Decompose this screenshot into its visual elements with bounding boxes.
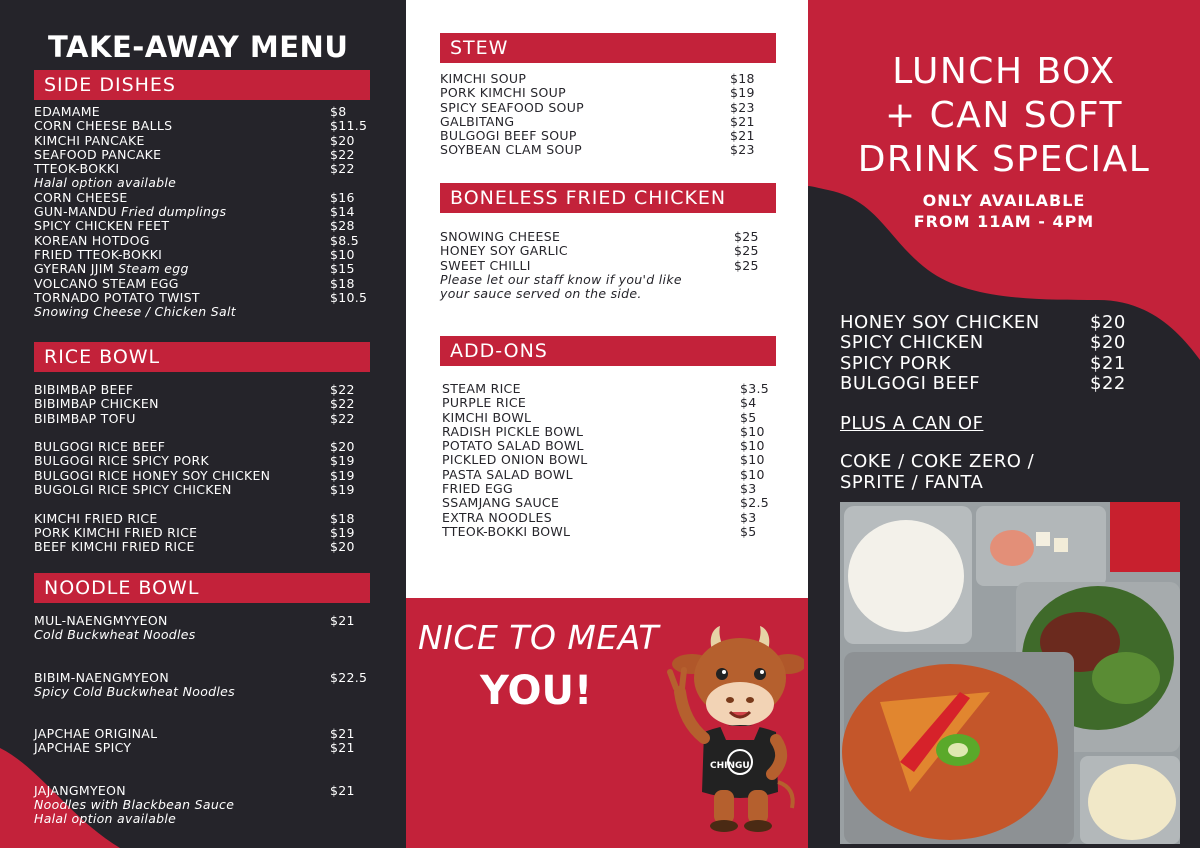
menu-item [840,313,1130,333]
availability-line-1: ONLY AVAILABLE [922,191,1086,210]
item-name-text: JAPCHAE ORIGINAL [34,726,158,742]
menu-item [34,469,374,483]
item-name [34,148,330,162]
item-note: Please let our staff know if you'd like [440,271,682,287]
item-name [442,382,740,396]
noodle-bowl-list [34,614,374,827]
item-price: $23 [730,142,755,158]
menu-item [34,205,374,219]
menu-item [34,219,374,233]
item-name [442,439,740,453]
menu-item [34,741,374,755]
item-price: $5 [740,409,757,425]
item-name [840,354,1090,374]
item-name-text: MUL-NAENGMYYEON [34,613,168,628]
item-price: $20 [1090,312,1126,333]
item-name [442,396,740,410]
item-name-text: KIMCHI SOUP [440,71,527,86]
menu-item [34,134,374,148]
item-name-text: SPICY SEAFOOD SOUP [440,99,584,115]
item-price: $20 [330,439,355,455]
item-group [34,383,374,426]
menu-item [34,191,374,205]
item-name [442,468,740,482]
item-note: Cold Buckwheat Noodles [34,627,196,643]
item-name [442,496,740,510]
item-price: $25 [734,257,759,273]
item-note: Snowing Cheese / Chicken Salt [34,304,236,320]
menu-item [442,525,784,539]
menu-item [34,277,374,291]
item-name [440,259,734,273]
menu-item [34,291,374,305]
item-name [440,101,730,115]
chicken-heading: BONELESS FRIED CHICKEN [440,183,776,213]
item-name [840,333,1090,353]
menu-item [442,411,784,425]
item-price: $19 [330,453,355,469]
item-description: Fried dumplings [121,204,227,220]
menu-item [442,496,784,510]
menu-item [34,784,374,798]
side-dishes-heading: SIDE DISHES [34,70,370,100]
item-name [442,525,740,539]
item-name-text: BIBIMBAP TOFU [34,410,136,426]
item-name-text: JAJANGMYEON [34,782,126,798]
item-price: $22 [330,410,355,426]
item-name-text: SPICY CHICKEN [840,332,984,354]
item-price: $28 [330,218,355,234]
item-name-text: EDAMAME [34,104,100,119]
item-price: $21 [330,782,355,798]
item-name-text: HONEY SOY GARLIC [440,243,568,259]
item-price: $3 [740,509,757,525]
item-name [840,313,1090,333]
lunch-box-list [840,313,1130,395]
item-group [34,440,374,497]
menu-item [442,396,784,410]
menu-item [34,262,374,276]
item-price: $21 [330,726,355,742]
item-price: $18 [330,275,355,291]
menu-item [442,382,784,396]
item-note: Halal option available [34,811,177,827]
item-price: $25 [734,229,759,244]
drink-line-1: COKE / COKE ZERO / [840,451,1035,472]
item-price: $22.5 [330,669,368,685]
item-name [34,119,330,133]
menu-item [440,86,774,100]
item-price: $18 [730,71,755,86]
menu-item [440,72,774,86]
menu-item [840,354,1130,374]
item-price: $10 [740,438,765,454]
menu-item [442,453,784,467]
menu-item [440,129,774,143]
menu-item [840,333,1130,353]
menu-item [34,397,374,411]
menu-item [442,425,784,439]
menu-title: TAKE-AWAY MENU [48,30,349,64]
item-group [34,512,374,555]
item-name-text: PICKLED ONION BOWL [442,452,588,468]
item-price: $10 [740,452,765,468]
item-name [440,115,730,129]
item-name [34,134,330,148]
item-name-text: SEAFOOD PANCAKE [34,146,162,162]
right-panel [808,0,1200,848]
item-name-text: CORN CHEESE [34,189,128,205]
item-name [34,526,330,540]
group-spacer [34,426,374,440]
item-name [34,469,330,483]
menu-item [34,440,374,454]
item-price: $20 [330,539,355,555]
item-name-text: TTEOK-BOKKI [34,161,120,177]
item-group [34,784,374,827]
item-price: $19 [730,85,755,101]
item-group [34,614,374,643]
menu-item [34,119,374,133]
item-price: $10 [330,246,355,262]
menu-item [34,512,374,526]
item-name [34,614,330,628]
item-price: $11.5 [330,118,368,134]
item-name [440,143,730,157]
item-name-text: BIBIM-NAENGMYEON [34,669,169,685]
item-name [440,230,734,244]
item-name [440,244,734,258]
menu-item [34,162,374,176]
menu-item [442,511,784,525]
menu-item [34,671,374,685]
item-name [34,277,330,291]
item-price: $8.5 [330,232,360,248]
menu-item [440,259,778,273]
item-price: $16 [330,189,355,205]
slogan-line-2: YOU! [480,668,593,714]
item-name [34,512,330,526]
drink-options [840,452,1060,493]
addons-list [442,382,784,539]
item-name [34,162,330,176]
item-price: $19 [330,482,355,498]
item-name-text: BULGOGI BEEF [840,373,981,395]
item-name [34,291,330,305]
item-name [34,191,330,205]
item-name [442,482,740,496]
group-spacer [34,497,374,511]
item-price: $19 [330,524,355,540]
menu-item [34,148,374,162]
item-name [34,412,330,426]
item-price: $21 [330,613,355,628]
special-title-line-2: + CAN SOFT [885,95,1123,136]
group-spacer [34,699,374,727]
item-name-text: KOREAN HOTDOG [34,232,150,248]
item-name-text: POTATO SALAD BOWL [442,438,584,454]
item-name [34,440,330,454]
item-name [34,234,330,248]
menu-item [840,374,1130,394]
item-name-text: PASTA SALAD BOWL [442,466,573,482]
item-name [442,453,740,467]
menu-item [34,105,374,119]
item-name [442,411,740,425]
item-price: $3.5 [740,381,770,396]
item-name [34,105,330,119]
item-name-text: TTEOK-BOKKI BOWL [442,523,571,539]
item-name-text: BUGOLGI RICE SPICY CHICKEN [34,482,232,498]
item-price: $4 [740,395,757,411]
item-price: $10 [740,423,765,439]
item-price: $22 [330,396,355,412]
item-price: $22 [330,382,355,397]
item-name-text: SPICY PORK [840,352,951,374]
item-price: $20 [1090,332,1126,354]
noodle-bowl-heading: NOODLE BOWL [34,573,370,603]
item-name [34,383,330,397]
availability-text [808,190,1200,232]
item-price: $25 [734,243,759,259]
menu-item [440,230,778,244]
item-name [34,397,330,411]
item-name [442,511,740,525]
availability-line-2: FROM 11AM - 4PM [913,212,1095,231]
item-name [34,671,330,685]
item-price: $15 [330,261,355,277]
item-name-text: RADISH PICKLE BOWL [442,423,584,439]
menu-item [34,248,374,262]
special-title-line-3: DRINK SPECIAL [857,139,1151,180]
menu-item [442,439,784,453]
item-price: $21 [1090,352,1126,374]
menu-item [34,383,374,397]
item-name-text: CORN CHEESE BALLS [34,118,173,134]
lunch-special-title [808,50,1200,182]
slogan-line-1: NICE TO MEAT [418,618,660,657]
rice-bowl-heading: RICE BOWL [34,342,370,372]
menu-item [34,540,374,554]
item-note: Halal option available [34,175,177,191]
special-title-line-1: LUNCH BOX [892,51,1116,92]
item-price: $10.5 [330,289,368,305]
stew-heading: STEW [440,33,776,63]
plus-can-label: PLUS A CAN OF [840,413,984,434]
item-price: $21 [730,128,755,144]
item-name [34,219,330,233]
item-name-text: KIMCHI FRIED RICE [34,510,158,526]
menu-item [34,483,374,497]
item-name [34,262,330,276]
item-name-text: HONEY SOY CHICKEN [840,312,1040,333]
item-name-text: BULGOGI RICE BEEF [34,439,166,455]
item-name [34,248,330,262]
item-description: Steam egg [118,261,189,277]
item-name [440,129,730,143]
chicken-list [440,230,778,301]
menu-item [34,234,374,248]
group-spacer [34,643,374,671]
item-name-text: PORK KIMCHI FRIED RICE [34,524,198,540]
item-price: $20 [330,132,355,148]
item-name-text: SWEET CHILLI [440,257,531,273]
item-name-text: STEAM RICE [442,381,521,396]
item-name [34,727,330,741]
item-price: $22 [330,161,355,177]
item-name [440,86,730,100]
middle-panel [406,0,808,848]
item-price: $8 [330,104,347,119]
item-name-text: BULGOGI RICE SPICY PORK [34,453,209,469]
item-name-text: GUN-MANDU [34,204,117,220]
item-name-text: SPICY CHICKEN FEET [34,218,170,234]
cow-mascot-illustration [664,622,804,837]
item-price: $21 [330,740,355,756]
menu-item [442,468,784,482]
item-price: $14 [330,204,355,220]
item-name-text: KIMCHI PANCAKE [34,132,145,148]
drink-line-2: SPRITE / FANTA [840,471,984,493]
item-name-text: SOYBEAN CLAM SOUP [440,142,582,158]
menu-item [440,244,778,258]
item-group [34,671,374,700]
addons-heading: ADD-ONS [440,336,776,366]
item-name [34,540,330,554]
item-name-text: BULGOGI RICE HONEY SOY CHICKEN [34,467,271,483]
item-note: your sauce served on the side. [440,286,642,302]
item-price: $22 [1090,373,1126,395]
item-name [442,425,740,439]
item-name-text: SNOWING CHEESE [440,229,561,244]
menu-item [34,614,374,628]
menu-item [34,526,374,540]
item-name [34,784,330,798]
item-price: $10 [740,466,765,482]
item-name [440,72,730,86]
item-name-text: BIBIMBAP BEEF [34,382,134,397]
stew-list [440,72,774,158]
item-name [34,741,330,755]
menu-item [440,143,774,157]
item-price: $22 [330,146,355,162]
menu-item [440,101,774,115]
mascot-shirt-text: CHINGU [710,761,750,771]
item-name-text: SSAMJANG SAUCE [442,495,560,511]
item-name-text: BEEF KIMCHI FRIED RICE [34,539,195,555]
item-name-text: GYERAN JJIM [34,261,114,277]
menu-item [440,115,774,129]
item-name-text: PURPLE RICE [442,395,527,411]
item-note: Spicy Cold Buckwheat Noodles [34,683,235,699]
item-price: $18 [330,510,355,526]
item-name-text: BULGOGI BEEF SOUP [440,128,577,144]
left-panel [0,0,406,848]
lunch-box-photo [840,502,1180,844]
item-price: $2.5 [740,495,770,511]
menu-item [442,482,784,496]
rice-bowl-list [34,383,374,555]
group-spacer [34,756,374,784]
menu-item [34,412,374,426]
item-name [34,205,330,219]
side-dishes-list [34,105,374,319]
menu-item [34,454,374,468]
item-name [34,483,330,497]
item-price: $5 [740,523,757,539]
item-name-text: FRIED EGG [442,481,514,497]
item-name-text: BIBIMBAP CHICKEN [34,396,159,412]
item-name-text: JAPCHAE SPICY [34,740,132,756]
item-price: $19 [330,467,355,483]
item-price: $23 [730,99,755,115]
item-name-text: TORNADO POTATO TWIST [34,289,200,305]
menu-item [34,727,374,741]
item-name-text: KIMCHI BOWL [442,409,532,425]
item-name-text: PORK KIMCHI SOUP [440,85,566,101]
item-price: $21 [730,113,755,129]
item-price: $3 [740,481,757,497]
item-name [840,374,1090,394]
item-name-text: EXTRA NOODLES [442,509,552,525]
item-name [34,454,330,468]
item-name-text: FRIED TTEOK-BOKKI [34,246,163,262]
item-name-text: GALBITANG [440,113,515,129]
item-note: Noodles with Blackbean Sauce [34,797,235,813]
item-group [34,727,374,756]
item-name-text: VOLCANO STEAM EGG [34,275,179,291]
